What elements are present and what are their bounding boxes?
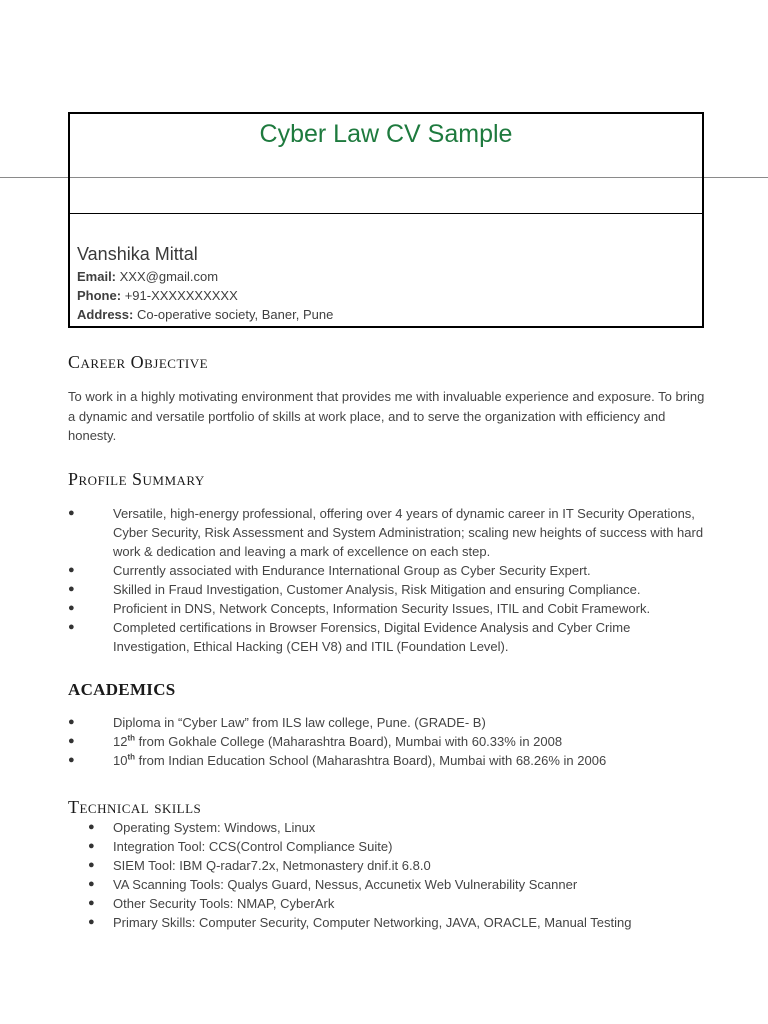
technical-skills-list bbox=[88, 818, 708, 932]
academics-heading: ACADEMICS bbox=[68, 680, 176, 699]
list-item bbox=[68, 580, 708, 599]
grade-number: 12 bbox=[113, 734, 128, 749]
list-item-text: Other Security Tools: NMAP, CyberArk bbox=[113, 896, 335, 911]
academics-list bbox=[68, 713, 708, 770]
list-item-text: Primary Skills: Computer Security, Computer Networking, JAVA, ORACLE, Manual Testing bbox=[113, 915, 632, 930]
contact-address bbox=[77, 307, 333, 322]
grade-number: 10 bbox=[113, 753, 128, 768]
list-item bbox=[68, 504, 708, 561]
address-value: Co-operative society, Baner, Pune bbox=[136, 307, 334, 322]
list-item bbox=[88, 913, 708, 932]
career-objective-text: To work in a highly motivating environment that provides me with invaluable experience and exposure. To bring a dynamic and versatile portfolio of skills at work place, and to serve the organization with efficiency and honesty. bbox=[68, 389, 705, 443]
bullet-icon: ● bbox=[68, 583, 75, 595]
list-item bbox=[68, 561, 708, 580]
address-label: Address: bbox=[77, 307, 134, 322]
header-divider bbox=[70, 213, 702, 214]
list-item bbox=[68, 618, 708, 656]
header-box bbox=[68, 112, 704, 328]
candidate-name: Vanshika Mittal bbox=[77, 244, 198, 264]
list-item-text: Versatile, high-energy professional, offering over 4 years of dynamic career in IT Security Operations, Cyber Security, Risk Assessment and System Administration; scaling new heights of success with hard work & dedication and leaving a mark of excellence on each step. bbox=[113, 506, 704, 559]
bullet-icon: ● bbox=[68, 621, 75, 633]
bullet-icon: ● bbox=[88, 859, 95, 871]
phone-value: +91-XXXXXXXXXX bbox=[124, 288, 238, 303]
list-item-text: Completed certifications in Browser Forensics, Digital Evidence Analysis and Cyber Crime Investigation, Ethical Hacking (CEH V8) and ITIL (Foundation Level). bbox=[113, 620, 631, 654]
email-value: XXX@gmail.com bbox=[119, 269, 219, 284]
contact-phone bbox=[77, 288, 238, 303]
list-item bbox=[88, 837, 708, 856]
bullet-icon: ● bbox=[68, 716, 75, 728]
list-item bbox=[88, 875, 708, 894]
bullet-icon: ● bbox=[88, 821, 95, 833]
bullet-icon: ● bbox=[88, 916, 95, 928]
profile-summary-list bbox=[68, 504, 708, 656]
technical-skills-heading: Technical skills bbox=[68, 797, 202, 817]
list-item-text: from Indian Education School (Maharashtra Board), Mumbai with 68.26% in 2006 bbox=[135, 753, 607, 768]
list-item bbox=[68, 732, 708, 751]
list-item-text: Diploma in “Cyber Law” from ILS law college, Pune. (GRADE- B) bbox=[113, 715, 486, 730]
bullet-icon: ● bbox=[68, 735, 75, 747]
career-objective-heading: Career Objective bbox=[68, 352, 209, 372]
contact-email bbox=[77, 269, 218, 284]
list-item bbox=[68, 599, 708, 618]
phone-label: Phone: bbox=[77, 288, 122, 303]
list-item-text: VA Scanning Tools: Qualys Guard, Nessus, Accunetix Web Vulnerability Scanner bbox=[113, 877, 578, 892]
list-item-text: Skilled in Fraud Investigation, Customer Analysis, Risk Mitigation and ensuring Compliance. bbox=[113, 582, 641, 597]
profile-summary-heading: Profile Summary bbox=[68, 469, 205, 489]
bullet-icon: ● bbox=[68, 507, 75, 519]
ordinal-suffix: th bbox=[127, 752, 136, 762]
list-item-text: Integration Tool: CCS(Control Compliance Suite) bbox=[113, 839, 393, 854]
list-item-text: SIEM Tool: IBM Q-radar7.2x, Netmonastery dnif.it 6.8.0 bbox=[113, 858, 431, 873]
list-item bbox=[68, 713, 708, 732]
bullet-icon: ● bbox=[88, 897, 95, 909]
list-item-text: Currently associated with Endurance International Group as Cyber Security Expert. bbox=[113, 563, 591, 578]
bullet-icon: ● bbox=[68, 754, 75, 766]
bullet-icon: ● bbox=[88, 878, 95, 890]
list-item bbox=[88, 894, 708, 913]
bullet-icon: ● bbox=[88, 840, 95, 852]
email-label: Email: bbox=[77, 269, 117, 284]
list-item-text: Operating System: Windows, Linux bbox=[113, 820, 316, 835]
list-item bbox=[88, 818, 708, 837]
list-item-text: from Gokhale College (Maharashtra Board), Mumbai with 60.33% in 2008 bbox=[135, 734, 563, 749]
list-item bbox=[88, 856, 708, 875]
list-item bbox=[68, 751, 708, 770]
document-title: Cyber Law CV Sample bbox=[259, 120, 513, 148]
list-item-text: Proficient in DNS, Network Concepts, Information Security Issues, ITIL and Cobit Framework. bbox=[113, 601, 651, 616]
bullet-icon: ● bbox=[68, 602, 75, 614]
ordinal-suffix: th bbox=[127, 733, 136, 743]
bullet-icon: ● bbox=[68, 564, 75, 576]
